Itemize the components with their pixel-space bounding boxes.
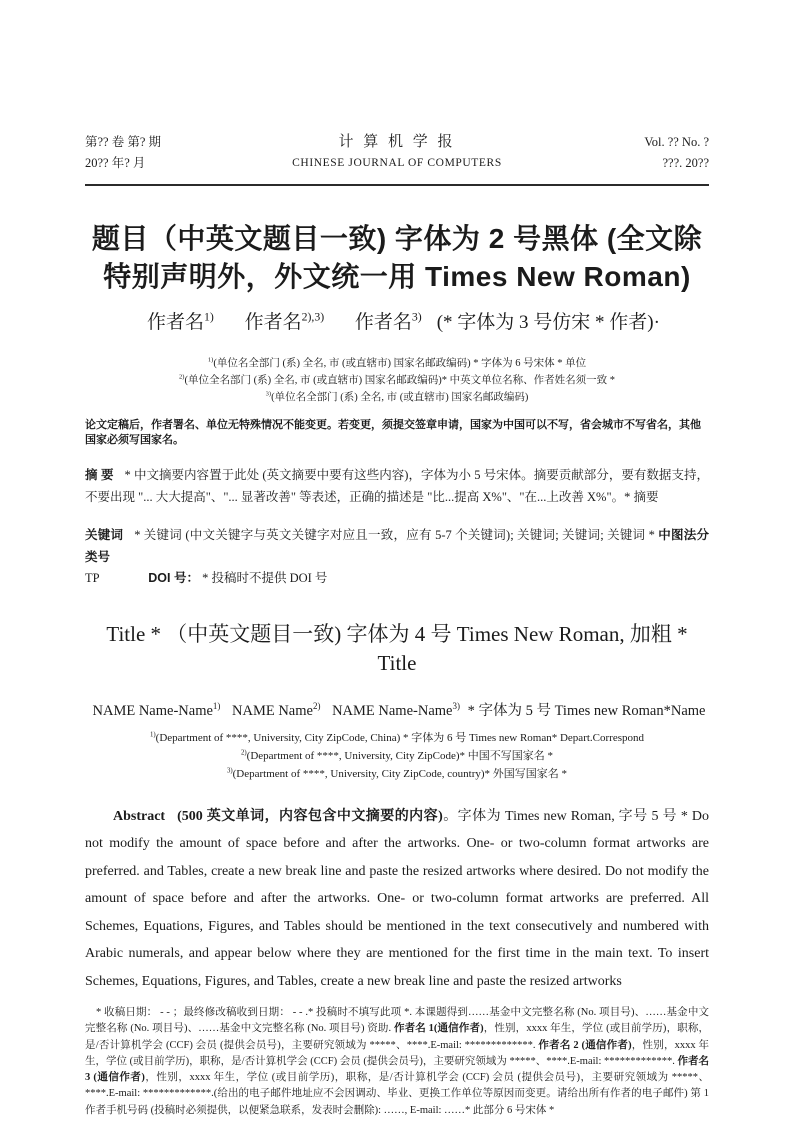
abstract-cn-label: 摘 要 xyxy=(85,468,114,482)
issue-date-en: ???. 20?? xyxy=(662,156,709,170)
author-en-2-sup: 2) xyxy=(312,700,321,711)
doi-text: * 投稿时不提供 DOI 号 xyxy=(202,571,328,585)
authors-en xyxy=(85,701,709,721)
affiliation-en-3-sup: 3) xyxy=(226,766,233,774)
author-en-3 xyxy=(332,700,460,719)
footnote-author2: 作者名 2 (通信作者) xyxy=(538,1039,632,1051)
header-divider xyxy=(85,184,709,186)
affiliation-cn-3 xyxy=(85,389,709,406)
affiliation-cn-1-sup: 1) xyxy=(207,356,214,364)
paper-title-cn-line2: 特别声明外，外文统一用 Times New Roman) xyxy=(103,261,691,292)
authorship-statement: 论文定稿后，作者署名、单位无特殊情况不能变更。若变更，须提交签章申请，国家为中国可以不写，省会城市不写省名，其他国家必须写国家名。 xyxy=(85,419,701,446)
abstract-en-text: 。字体为 Times new Roman, 字号 5 号 * Do not modify the amount of space before and after the artworks. One- or two-column format artworks are preferred. and Tables, create a new break line and paste the resized artworks where desired. Do not modify the amount of space before and after the artworks. One- or two-column format artworks are preferred. All Schemes, Equations, Figures, and Tables should be mentioned in the text consecutively and numbered with Arabic numerals, and appear below where they are mentioned for the first time in the main text. To insert Schemes, Equations, Figures, and Tables, create a new break line and paste the resized artworks xyxy=(85,808,709,989)
affiliations-en xyxy=(85,729,709,783)
issue-number: 第?? 卷 第? 期 xyxy=(85,135,162,149)
affiliation-en-3-text: (Department of ****, University, City ZipCode, country)* 外国写国家名 * xyxy=(232,767,568,780)
abstract-cn xyxy=(85,465,709,508)
paper-title-cn-line1: 题目（中英文题目一致) 字体为 2 号黑体 (全文除 xyxy=(91,223,703,254)
affiliation-en-1-text: (Department of ****, University, City ZipCode, China) * 字体为 6 号 Times new Roman* Depart.Correspond xyxy=(155,731,644,744)
author-en-1-name: NAME Name-Name xyxy=(92,702,213,719)
abstract-en xyxy=(85,803,709,996)
author-cn-3-name: 作者名 xyxy=(354,312,412,333)
author-en-2-name: NAME Name xyxy=(232,702,313,719)
affiliation-en-2-sup: 2) xyxy=(240,748,247,756)
affiliation-cn-3-sup: 3) xyxy=(265,390,272,398)
author-cn-2 xyxy=(245,312,325,333)
footnote-author3: 作者名 3 (通信作者) xyxy=(85,1055,710,1084)
author-en-3-sup: 3) xyxy=(452,700,460,711)
affiliation-en-3 xyxy=(85,765,709,783)
footnote-author3-bio: ，性别，xxxx 年生，学位 (或目前学历)，职称，是/否计算机学会 (CCF) 会员 (提供会员号)，主要研究领域为 *****、****.E-mail: *************.(给出的电子邮件地址应不会因调动、毕业、更换工作单位等原因而变更。请给出所有作者的电子邮件) 第 1 作者手机号码 (投稿时必须提供，以便紧急联系，发表时会删除): ……, E-mail: ……* 此部分 6 号宋体 * xyxy=(85,1072,709,1116)
footnote-dates: * 收稿日期： - - ；最终修改稿收到日期： - - .* 投稿时不填写此项 *. 本课题得到……基金中文完整名称 (No. 项目号)、……基金中文完整名称 (No. 项目号)、……基金中文完整名称 (No. 项目号) 资助. xyxy=(85,1007,709,1035)
author-en-1 xyxy=(92,700,221,719)
affiliation-cn-1 xyxy=(85,355,709,372)
journal-header xyxy=(85,132,709,174)
journal-name-cn: 计 算 机 学 报 xyxy=(338,134,456,150)
footnote-author2-bio: ，性别，xxxx 年生，学位 (或目前学历)，职称，是/否计算机学会 (CCF) 会员 (提供会员号)，主要研究领域为 *****、****.E-mail: *************. xyxy=(85,1039,710,1067)
affiliation-cn-2-text: (单位全名部门 (系) 全名, 市 (或直辖市) 国家名邮政编码)* 中英文单位名称、作者姓名须一致 * xyxy=(184,375,615,386)
keywords-cn xyxy=(85,525,709,590)
authors-cn xyxy=(85,310,709,336)
author-cn-1-sup: 1) xyxy=(204,310,214,324)
authors-cn-note: (* 字体为 3 号仿宋 * 作者)· xyxy=(436,312,660,333)
author-en-3-name: NAME Name-Name xyxy=(332,702,453,719)
abstract-en-lead: (500 英文单词，内容包含中文摘要的内容) xyxy=(177,808,443,824)
keywords-cn-line2 xyxy=(85,568,709,590)
affiliations-cn xyxy=(85,355,709,406)
author-en-2 xyxy=(232,700,321,719)
author-cn-3-sup: 3) xyxy=(411,310,422,324)
keywords-cn-label: 关键词 xyxy=(85,528,124,542)
affiliation-en-2-text: (Department of ****, University, City ZipCode)* 中国不写国家名 * xyxy=(246,749,554,762)
footnote xyxy=(85,1005,709,1119)
keywords-cn-text: * 关键词 (中文关键字与英文关键字对应且一致，应有 5-7 个关键词); 关键词; 关键词; 关键词 * xyxy=(134,528,655,542)
footnote-author1-bio: ，性别，xxxx 年生，学位 (或目前学历)，职称，是/否计算机学会 (CCF) 会员 (提供会员号)，主要研究领域为 *****、****.E-mail: *************. xyxy=(85,1023,710,1051)
clc-value: TP xyxy=(85,571,100,585)
affiliation-en-2 xyxy=(85,747,709,765)
author-cn-1 xyxy=(147,312,214,333)
affiliation-en-1-sup: 1) xyxy=(149,730,156,738)
keywords-cn-line1 xyxy=(85,525,709,568)
abstract-cn-text: * 中文摘要内容置于此处 (英文摘要中要有这些内容)，字体为小 5 号宋体。摘要贡献部分，要有数据支持，不要出现 "... 大大提高"、"... 显著改善" 等表述，正确的描述是 "比...提高 X%"、"在...上改善 X%"。* 摘要 xyxy=(85,468,709,504)
author-cn-3 xyxy=(355,312,422,333)
paper-title-cn xyxy=(85,220,709,296)
journal-name-en: CHINESE JOURNAL OF COMPUTERS xyxy=(292,157,502,169)
footnote-author1: 作者名 1(通信作者) xyxy=(393,1023,484,1035)
author-cn-2-sup: 2),3) xyxy=(301,310,325,324)
affiliation-cn-2-sup: 2) xyxy=(179,373,185,381)
authors-en-note: * 字体为 5 号 Times new Roman*Name xyxy=(467,702,706,719)
affiliation-cn-1-text: (单位名全部门 (系) 全名, 市 (或直辖市) 国家名邮政编码) * 字体为 6 号宋体 * 单位 xyxy=(213,358,587,369)
doi-label: DOI 号： xyxy=(148,571,199,585)
header-right xyxy=(589,132,709,174)
paper-title-en: Title * （中英文题目一致) 字体为 4 号 Times New Roman, 加粗 * Title xyxy=(106,621,688,675)
author-en-1-sup: 1) xyxy=(212,700,221,711)
affiliation-cn-3-text: (单位名全部门 (系) 全名, 市 (或直辖市) 国家名邮政编码) xyxy=(271,392,529,403)
header-center xyxy=(205,132,589,174)
affiliation-cn-2 xyxy=(85,372,709,389)
affiliation-en-1 xyxy=(85,729,709,747)
header-left xyxy=(85,132,205,174)
clc-label: 中图法分类号 xyxy=(85,528,709,564)
author-cn-1-name: 作者名 xyxy=(147,312,205,333)
volume-number: Vol. ?? No. ? xyxy=(644,135,709,149)
author-cn-2-name: 作者名 xyxy=(244,312,302,333)
issue-date-cn: 20?? 年? 月 xyxy=(85,156,146,170)
abstract-en-label: Abstract xyxy=(113,808,166,824)
